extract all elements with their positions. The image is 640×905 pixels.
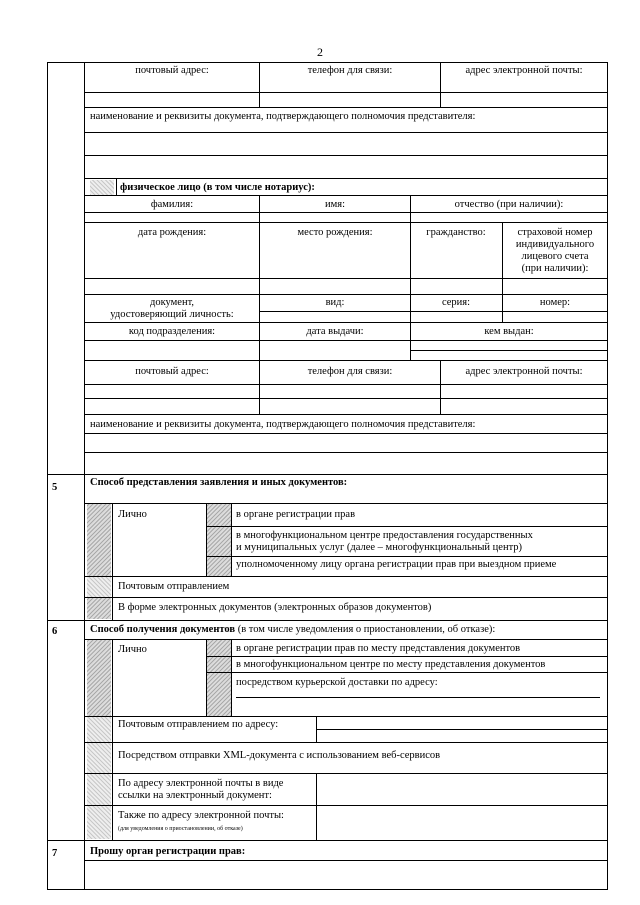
issue-date-label: дата выдачи:: [306, 326, 364, 337]
number-label: номер:: [539, 297, 571, 308]
s5-in-person-label: Лично: [118, 509, 147, 520]
s6-in-person-checkbox[interactable]: [87, 640, 111, 716]
s6-office-checkboxes[interactable]: [207, 640, 231, 716]
s5-option-mfc-line1[interactable]: в многофункциональном центре предоставления государственных: [236, 530, 533, 541]
snils-label-2: индивидуального: [515, 239, 595, 250]
section7-title: Прошу орган регистрации прав:: [90, 846, 246, 857]
ind-doc-label: наименование и реквизиты документа, подтверждающего полномочия представителя:: [90, 419, 476, 430]
birth-date-label: дата рождения:: [137, 227, 207, 238]
series-label: серия:: [441, 297, 471, 308]
s6-option-registry[interactable]: в органе регистрации прав по месту представления документов: [236, 643, 521, 654]
s6-option-courier[interactable]: посредством курьерской доставки по адресу:: [236, 677, 438, 688]
s6-post-label[interactable]: Почтовым отправлением по адресу:: [118, 719, 279, 730]
division-code-label: код подразделения:: [128, 326, 216, 337]
citizenship-label: гражданство:: [426, 227, 486, 238]
s6-email-link-checkbox[interactable]: [87, 774, 111, 805]
ind-email-label: адрес электронной почты:: [465, 366, 583, 377]
snils-label-4: (при наличии):: [521, 263, 589, 274]
rep-postal-label: почтовый адрес:: [135, 65, 209, 76]
s6-email-link-line2[interactable]: ссылки на электронный документ:: [118, 790, 272, 801]
rep-phone-label: телефон для связи:: [307, 65, 393, 76]
s5-option-visit[interactable]: уполномоченному лицу органа регистрации прав при выездном приеме: [236, 559, 557, 570]
s6-also-email-label[interactable]: Также по адресу электронной почты:: [118, 810, 284, 821]
ind-phone-label: телефон для связи:: [307, 366, 393, 377]
s6-xml-label[interactable]: Посредством отправки XML-документа с использованием веб-сервисов: [118, 750, 441, 761]
s5-office-checkboxes[interactable]: [207, 504, 231, 576]
rep-email-label: адрес электронной почты:: [465, 65, 583, 76]
individual-checkbox-area[interactable]: [90, 180, 114, 195]
ind-postal-label: почтовый адрес:: [135, 366, 209, 377]
s6-also-email-checkbox[interactable]: [87, 806, 111, 839]
s6-xml-checkbox[interactable]: [87, 743, 111, 773]
s6-email-link-line1[interactable]: По адресу электронной почты в виде: [118, 778, 284, 789]
s6-also-email-note: (для уведомления о приостановлении, об отказе): [118, 826, 243, 832]
section6-number: 6: [52, 626, 58, 637]
section5-number: 5: [52, 482, 58, 493]
page-number: 2: [317, 45, 323, 59]
s5-electronic-checkbox[interactable]: [87, 598, 111, 619]
s6-option-mfc[interactable]: в многофункциональном центре по месту представления документов: [236, 659, 546, 670]
snils-label-3: лицевого счета: [521, 251, 589, 262]
birth-place-label: место рождения:: [297, 227, 373, 238]
s5-post-checkbox[interactable]: [87, 577, 111, 597]
s5-electronic-label[interactable]: В форме электронных документов (электронных образов документов): [118, 602, 432, 613]
s6-post-checkbox[interactable]: [87, 717, 111, 742]
name-label: имя:: [324, 199, 345, 210]
patronymic-label: отчество (при наличии):: [454, 199, 564, 210]
surname-label: фамилия:: [150, 199, 194, 210]
s6-in-person-label: Лично: [118, 644, 147, 655]
s5-option-registry[interactable]: в органе регистрации прав: [236, 509, 356, 520]
id-doc-label-2: удостоверяющий личность:: [110, 309, 234, 320]
s5-post-label[interactable]: Почтовым отправлением: [118, 581, 230, 592]
section5-title: Способ представления заявления и иных документов:: [90, 477, 348, 488]
rep-doc-label: наименование и реквизиты документа, подтверждающего полномочия представителя:: [90, 111, 476, 122]
s5-option-mfc-line2[interactable]: и муниципальных услуг (далее – многофункциональный центр): [236, 542, 523, 553]
individual-title: физическое лицо (в том числе нотариус):: [120, 182, 315, 193]
kind-label: вид:: [325, 297, 345, 308]
snils-label-1: страховой номер: [517, 227, 593, 238]
issued-by-label: кем выдан:: [484, 326, 534, 337]
id-doc-label-1: документ,: [149, 297, 194, 308]
s5-in-person-checkbox[interactable]: [87, 504, 111, 576]
section6-title: Способ получения документов (в том числе уведомления о приостановлении, об отказе):: [90, 624, 496, 635]
section7-number: 7: [52, 848, 58, 859]
